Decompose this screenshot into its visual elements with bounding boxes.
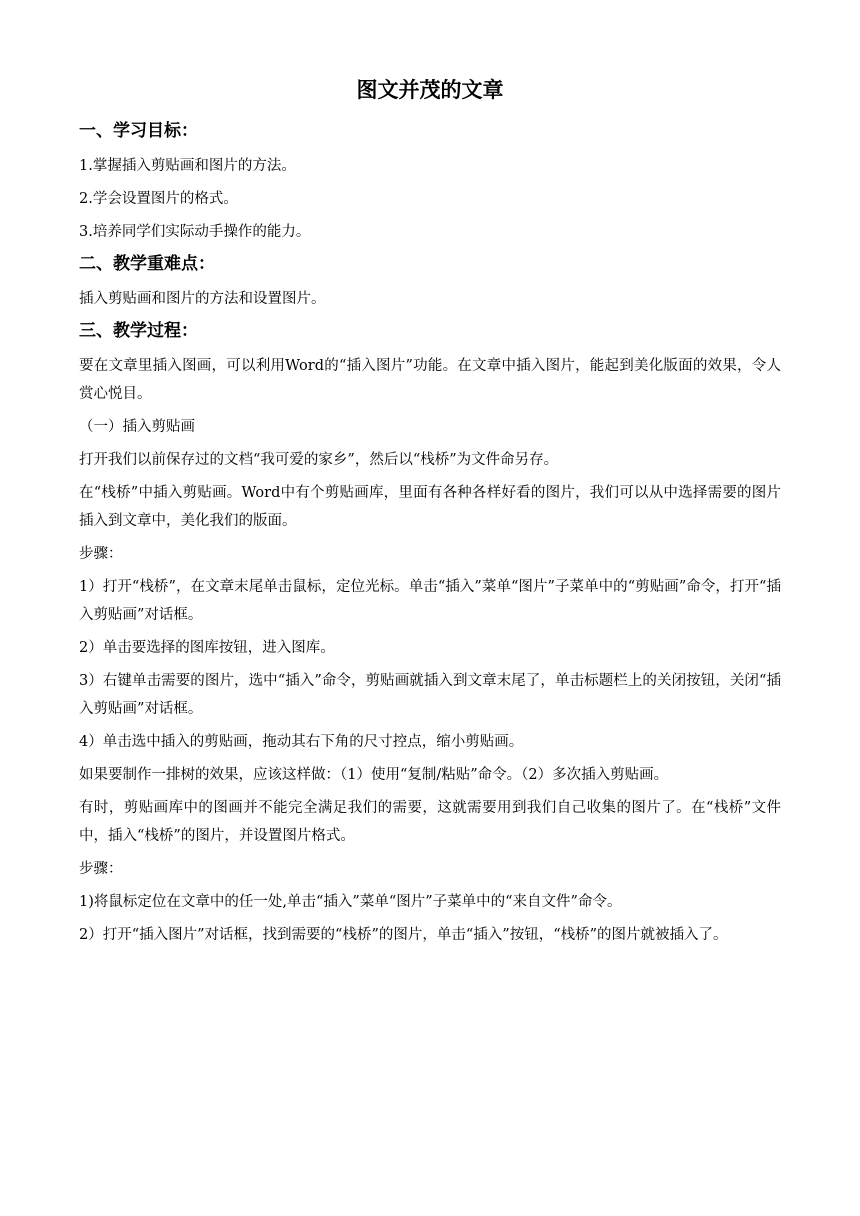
process-paragraph: 有时，剪贴画库中的图画并不能完全满足我们的需要，这就需要用到我们自己收集的图片了。在“栈桥”文件中，插入“栈桥”的图片，并设置图片格式。 [79,800,781,844]
goal-item: 3.培养同学们实际动手操作的能力。 [79,224,311,240]
process-paragraph: 如果要制作一排树的效果，应该这样做：（1）使用“复制/粘贴”命令。（2）多次插入剪贴画。 [79,767,669,783]
section-heading-process: 三、教学过程： [79,321,198,341]
process-paragraph: 要在文章里插入图画，可以利用Word的“插入图片”功能。在文章中插入图片，能起到美化版面的效果，令人赏心悦目。 [79,358,781,402]
process-paragraph: 在“栈桥”中插入剪贴画。Word中有个剪贴画库，里面有各种各样好看的图片，我们可以从中选择需要的图片插入到文章中，美化我们的版面。 [79,485,781,529]
process-step: 2）打开“插入图片”对话框，找到需要的“栈桥”的图片，单击“插入”按钮，“栈桥”的图片就被插入了。 [79,927,728,943]
steps-label: 步骤： [79,546,123,562]
section-heading-goals: 一、学习目标： [79,121,198,141]
process-step: 1)将鼠标定位在文章中的任一处,单击“插入”菜单“图片”子菜单中的“来自文件”命令。 [79,894,622,910]
process-step: 4）单击选中插入的剪贴画，拖动其右下角的尺寸控点，缩小剪贴画。 [79,734,524,750]
process-subheading: （一）插入剪贴画 [79,419,195,435]
document-title: 图文并茂的文章 [356,78,504,102]
process-step: 3）右键单击需要的图片，选中“插入”命令，剪贴画就插入到文章末尾了，单击标题栏上的关闭按钮，关闭“插入剪贴画”对话框。 [79,673,781,717]
process-paragraph: 打开我们以前保存过的文档“我可爱的家乡”，然后以“栈桥”为文件命另存。 [79,452,559,468]
keypoints-text: 插入剪贴画和图片的方法和设置图片。 [79,291,326,307]
document-page [79,74,781,954]
section-heading-keypoints: 二、教学重难点： [79,254,215,274]
steps-label: 步骤： [79,861,123,877]
process-step: 2）单击要选择的图库按钮，进入图库。 [79,640,335,656]
goal-item: 1.掌握插入剪贴画和图片的方法。 [79,158,296,174]
goal-item: 2.学会设置图片的格式。 [79,191,238,207]
process-step: 1）打开“栈桥”，在文章末尾单击鼠标，定位光标。单击“插入”菜单“图片”子菜单中的“剪贴画”命令，打开“插入剪贴画”对话框。 [79,579,781,623]
